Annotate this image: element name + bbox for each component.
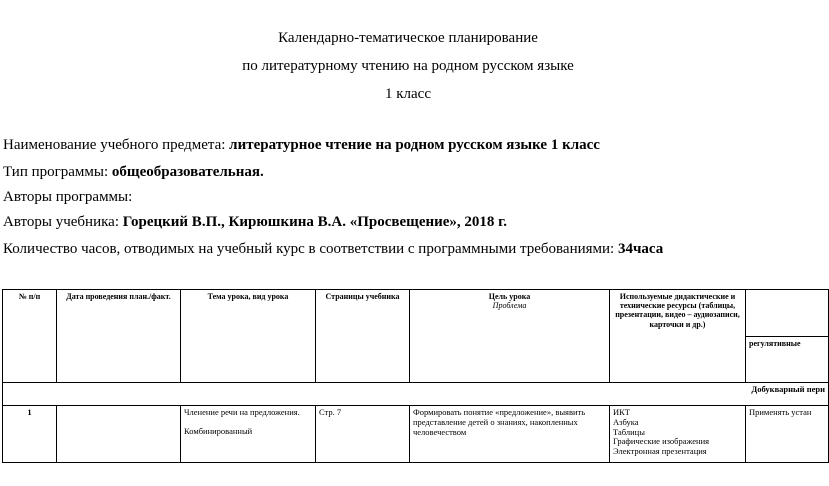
header-pages: Страницы учебника [316, 290, 410, 383]
program-type-line [3, 164, 264, 181]
resource-item: Электронная презентация [613, 446, 707, 457]
row-num: 1 [3, 406, 57, 463]
header-topic: Тема урока, вид урока [181, 290, 316, 383]
header-resources: Используемые дидактические и технические ресурсы (таблицы, презентации, видео – аудиозаписи, карточки и др.) [610, 290, 746, 383]
planning-table [2, 289, 829, 463]
hours-line [3, 241, 663, 258]
header-goal-label: Цель урока [488, 292, 531, 301]
doc-title-line3: 1 класс [385, 86, 431, 102]
subject-line [3, 137, 600, 154]
hours-value: 34часа [617, 241, 664, 257]
program-type-value: общеобразовательная. [111, 164, 264, 180]
section-row [3, 383, 829, 406]
subject-value: литературное чтение на родном русском языке 1 класс [229, 137, 600, 153]
textbook-authors-value: Горецкий В.П., Кирюшкина В.А. «Просвещение», 2018 г. [122, 214, 508, 230]
header-date: Дата проведения план./факт. [57, 290, 181, 383]
resource-item: Таблицы [613, 426, 645, 437]
row-pages: Стр. 7 [316, 406, 410, 463]
header-goal-sub: Проблема [492, 301, 527, 311]
doc-title-line1: Календарно-тематическое планирование [278, 30, 538, 46]
subject-label: Наименование учебного предмета: [3, 137, 230, 153]
textbook-authors-label: Авторы учебника: [3, 214, 123, 230]
row-topic-line1: Членение речи на предложения. [184, 407, 300, 417]
doc-title-line2: по литературному чтению на родном русском языке [242, 58, 574, 74]
row-topic-line2: Комбинированный [184, 425, 253, 436]
header-num: № п/п [3, 290, 57, 383]
header-goal [410, 290, 610, 383]
program-authors-line [3, 189, 132, 206]
table-header-row [3, 290, 829, 337]
program-authors-label: Авторы программы: [3, 189, 133, 205]
row-regulatory: Применять устан [746, 406, 829, 463]
hours-label: Количество часов, отводимых на учебный курс в соответствии с программными требованиями: [3, 241, 618, 257]
resource-item: Азбука [613, 416, 639, 427]
program-type-label: Тип программы: [3, 164, 112, 180]
textbook-authors-line [3, 214, 507, 231]
table-row [3, 406, 829, 463]
header-uud-top [746, 290, 829, 337]
row-date [57, 406, 181, 463]
section-label: Добукварный пери [3, 383, 829, 406]
resource-item: ИКТ [613, 407, 630, 417]
row-resources [610, 406, 746, 463]
row-topic [181, 406, 316, 463]
row-goal: Формировать понятие «предложение», выявить представление детей о знаниях, накопленных человечеством [410, 406, 610, 463]
resource-item: Графические изображения [613, 436, 710, 447]
header-regulatory: регулятивные [746, 337, 829, 383]
